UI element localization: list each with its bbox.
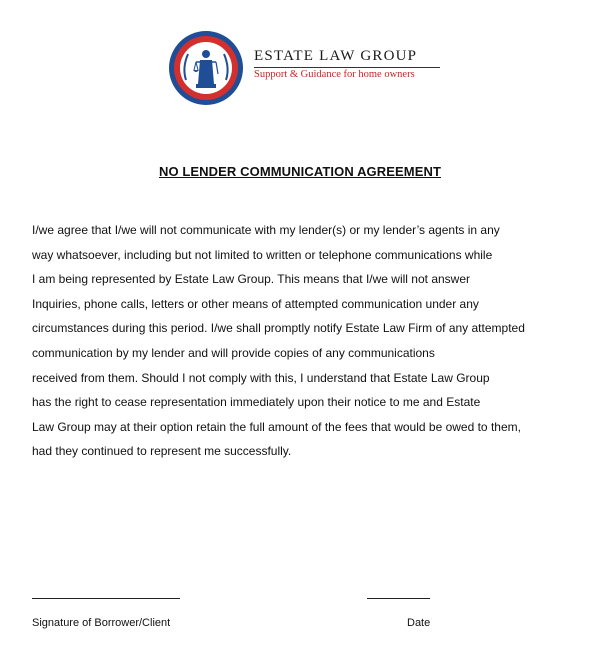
body-line: Inquiries, phone calls, letters or other means of attempted communication under any: [32, 296, 479, 311]
body-line: circumstances during this period. I/we shall promptly notify Estate Law Firm of any attempted: [32, 321, 525, 336]
body-line: received from them. Should I not comply with this, I understand that Estate Law Group: [32, 370, 490, 385]
lady-justice-seal-icon: [168, 30, 244, 106]
date-label: Date: [407, 617, 431, 629]
brand-block: [254, 48, 440, 80]
body-line: way whatsoever, including but not limited to written or telephone communications while: [32, 247, 493, 262]
body-line: I/we agree that I/we will not communicate with my lender(s) or my lender’s agents in any: [32, 223, 500, 237]
agreement-body: [32, 224, 582, 470]
company-name: ESTATE LAW GROUP: [254, 48, 418, 64]
date-block: [367, 598, 430, 629]
body-line: communication by my lender and will provide copies of any communications: [32, 345, 435, 360]
borrower-signature-block: [32, 598, 180, 629]
borrower-signature-label: Signature of Borrower/Client: [32, 617, 171, 629]
divider: [254, 67, 440, 68]
body-line: Law Group may at their option retain the full amount of the fees that would be owed to them,: [32, 419, 521, 434]
signature-line: [32, 598, 180, 599]
date-line: [367, 598, 430, 599]
company-tagline: Support & Guidance for home owners: [254, 69, 415, 80]
body-line: I am being represented by Estate Law Group. This means that I/we will not answer: [32, 272, 470, 287]
document-title: NO LENDER COMMUNICATION AGREEMENT: [158, 164, 442, 179]
body-line: has the right to cease representation immediately upon their notice to me and Estate: [32, 395, 481, 410]
body-line: had they continued to represent me successfully.: [32, 444, 292, 459]
letterhead: [168, 30, 440, 106]
